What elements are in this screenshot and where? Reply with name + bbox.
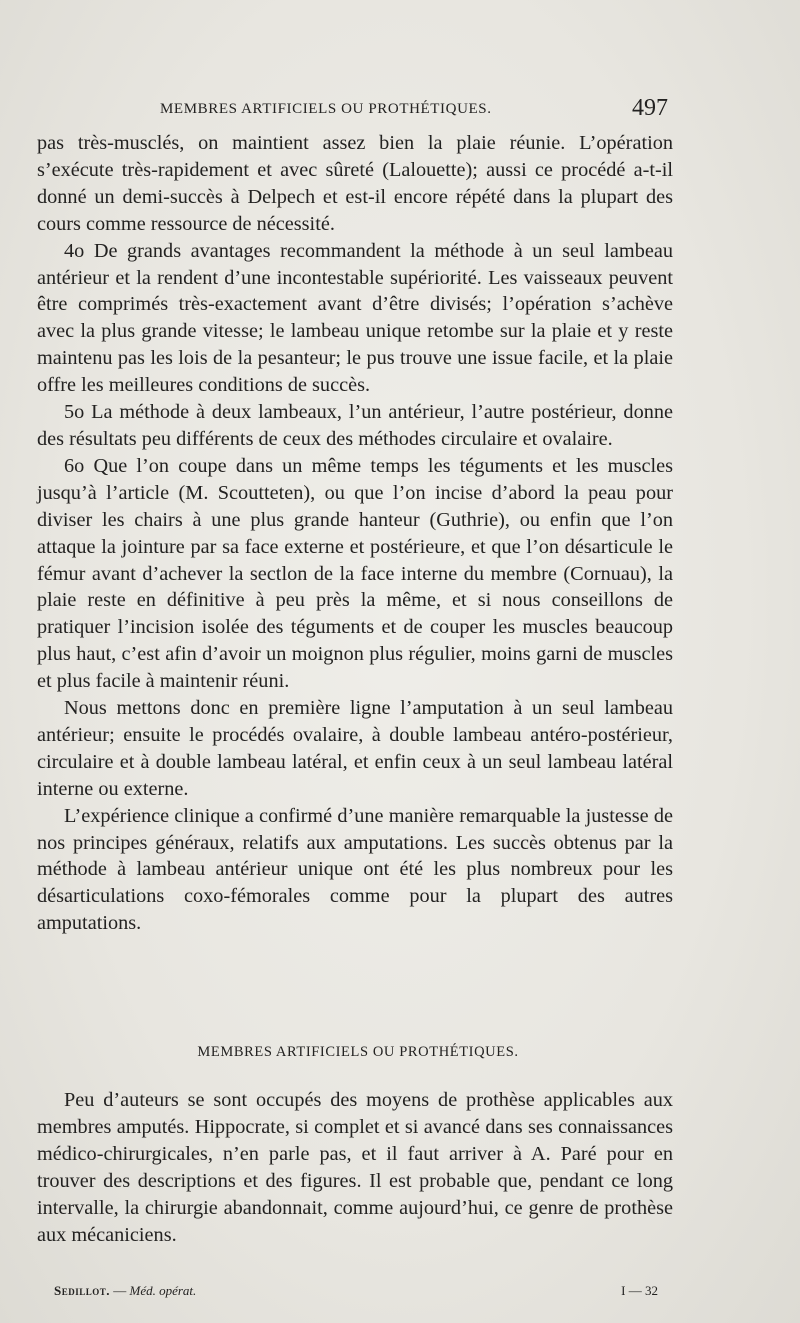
footer-dash: — [110, 1283, 130, 1298]
footer-signature: I — 32 [621, 1283, 658, 1298]
paragraph-point-6: 6o Que l’on coupe dans un même temps les téguments et les muscles jusqu’à l’article (M. Scoutteten), ou que l’on incise d’abord la peau pour diviser les chairs à une plus grande hanteur (Guthrie), ou enfin que l’on attaque la jointure par sa face externe et postérieure, et que l’on désarticule le fémur avant d’achever la sectlon de la face interne du membre (Cornuau), la plaie reste en définitive à peu près la même, et si nous conseillons de pratiquer l’incision isolée des téguments et de couper les muscles beaucoup plus haut, c’est afin d’avoir un moignon plus régulier, moins garni de muscles et plus facile à maintenir réuni. [37, 454, 673, 693]
page-number: 497 [632, 95, 668, 121]
section-body [37, 1087, 673, 1248]
paragraph-point-5: 5o La méthode à deux lambeaux, l’un antérieur, l’autre postérieur, donne des résultats peu différents de ceux des méthodes circulaire et ovalaire. [37, 401, 673, 450]
footer-author: Sedillot. [54, 1283, 110, 1298]
paragraph-point-4: 4o De grands avantages recommandent la méthode à un seul lambeau antérieur et la rendent d’une incontestable supériorité. Les vaisseaux peuvent être comprimés très-exactement avant d’être divisés; l’opération s’achève avec la plus grande vitesse; le lambeau unique retombe sur la plaie et y reste maintenu pas les lois de la pesanteur; le pus trouve une issue facile, et la plaie offre les meilleures conditions de succès. [37, 239, 673, 397]
running-head [40, 97, 668, 125]
paragraph-continuation: pas très-musclés, on maintient assez bien la plaie réunie. L’opération s’exécute très-rapidement et avec sûreté (Lalouette); aussi ce procédé a-t-il donné un demi-succès à Delpech et est-il encore répété dans la plupart des cours comme ressource de nécessité. [37, 132, 673, 235]
footer-citation [54, 1283, 196, 1299]
body-text [37, 130, 673, 937]
footer-work: Méd. opérat. [129, 1283, 197, 1298]
running-title: MEMBRES ARTIFICIELS OU PROTHÉTIQUES. [160, 101, 492, 117]
section-heading: MEMBRES ARTIFICIELS OU PROTHÉTIQUES. [197, 1044, 519, 1060]
paragraph-prosthesis: Peu d’auteurs se sont occupés des moyens de prothèse applicables aux membres amputés. Hippocrate, si complet et si avancé dans ses connaissances médico-chirurgicales, n’en parle pas, et il faut arriver à A. Paré pour en trouver des descriptions et des figures. Il est probable que, pendant ce long intervalle, la chirurgie abandonnait, comme aujourd’hui, ce genre de prothèse aux mécaniciens. [37, 1089, 673, 1246]
paragraph-ranking: Nous mettons donc en première ligne l’amputation à un seul lambeau antérieur; ensuite le procédés ovalaire, à double lambeau antéro-postérieur, circulaire et à double lambeau latéral, et enfin ceux à un seul lambeau latéral interne ou externe. [37, 697, 673, 800]
paragraph-clinical-experience: L’expérience clinique a confirmé d’une manière remarquable la justesse de nos principes généraux, relatifs aux amputations. Les succès obtenus par la méthode à lambeau antérieur unique ont été les plus nombreux pour les désarticulations coxo-fémorales comme pour la plupart des autres amputations. [37, 804, 673, 935]
page-footer [54, 1283, 658, 1305]
